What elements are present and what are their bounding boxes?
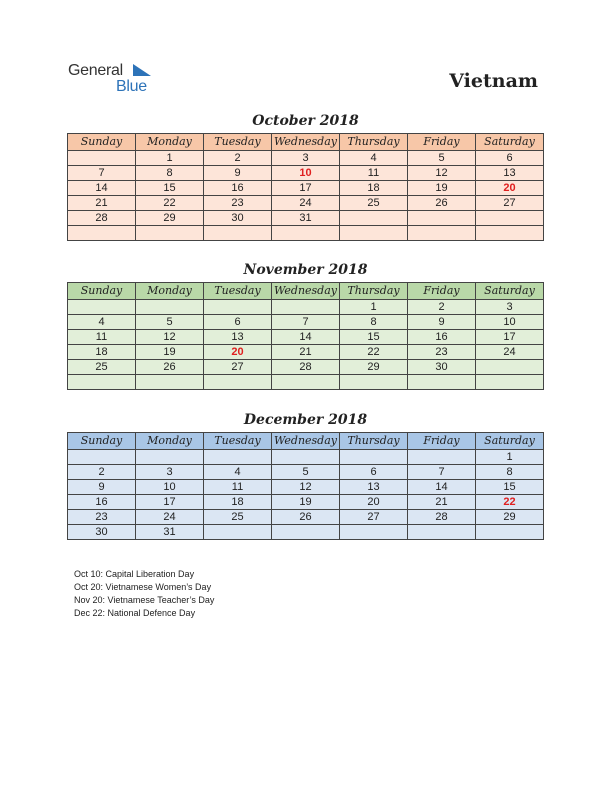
day-cell: 26	[136, 360, 204, 375]
day-cell: 29	[340, 360, 408, 375]
weekday-header: Tuesday	[204, 433, 272, 450]
day-cell	[68, 151, 136, 166]
day-cell: 21	[68, 196, 136, 211]
day-cell: 12	[272, 480, 340, 495]
day-cell: 19	[272, 495, 340, 510]
weekday-header: Friday	[408, 433, 476, 450]
day-cell: 8	[136, 166, 204, 181]
weekday-header: Thursday	[340, 433, 408, 450]
day-cell	[340, 211, 408, 226]
day-cell: 27	[204, 360, 272, 375]
day-cell	[68, 226, 136, 241]
weekday-header: Thursday	[340, 134, 408, 151]
day-cell: 19	[408, 181, 476, 196]
day-cell	[68, 450, 136, 465]
day-cell: 5	[408, 151, 476, 166]
day-cell: 13	[204, 330, 272, 345]
weekday-header-row	[68, 433, 544, 450]
day-cell: 24	[136, 510, 204, 525]
logo-triangle-icon	[133, 64, 153, 78]
day-cell	[476, 375, 544, 390]
day-cell: 18	[204, 495, 272, 510]
country-title: Vietnam	[449, 70, 538, 92]
day-cell: 3	[476, 300, 544, 315]
day-cell: 4	[68, 315, 136, 330]
day-cell: 16	[408, 330, 476, 345]
day-cell	[272, 300, 340, 315]
week-row	[68, 450, 544, 465]
holiday-note: Dec 22: National Defence Day	[74, 608, 196, 618]
day-cell: 12	[408, 166, 476, 181]
day-cell: 18	[68, 345, 136, 360]
day-cell: 2	[204, 151, 272, 166]
day-cell	[408, 450, 476, 465]
day-cell: 30	[408, 360, 476, 375]
day-cell: 11	[204, 480, 272, 495]
week-row	[68, 480, 544, 495]
day-cell: 29	[476, 510, 544, 525]
day-cell: 18	[340, 181, 408, 196]
weekday-header: Monday	[136, 134, 204, 151]
day-cell	[476, 211, 544, 226]
day-cell: 21	[408, 495, 476, 510]
day-cell: 1	[340, 300, 408, 315]
week-row	[68, 360, 544, 375]
holiday-note: Oct 20: Vietnamese Women’s Day	[74, 582, 212, 592]
holiday-note: Nov 20: Vietnamese Teacher’s Day	[74, 595, 215, 605]
day-cell	[272, 375, 340, 390]
weekday-header: Tuesday	[204, 283, 272, 300]
day-cell	[476, 226, 544, 241]
day-cell: 11	[68, 330, 136, 345]
day-cell	[272, 525, 340, 540]
day-cell: 31	[272, 211, 340, 226]
day-cell: 7	[272, 315, 340, 330]
weekday-header: Saturday	[476, 134, 544, 151]
day-cell: 25	[204, 510, 272, 525]
day-cell	[204, 300, 272, 315]
day-cell: 12	[136, 330, 204, 345]
weekday-header: Friday	[408, 283, 476, 300]
day-cell: 5	[136, 315, 204, 330]
day-cell	[136, 226, 204, 241]
week-row	[68, 315, 544, 330]
day-cell: 30	[204, 211, 272, 226]
weekday-header: Tuesday	[204, 134, 272, 151]
weekday-header: Wednesday	[272, 283, 340, 300]
brand-name-blue: Blue	[116, 78, 147, 95]
calendar-november	[67, 282, 544, 390]
day-cell: 7	[68, 166, 136, 181]
day-cell: 4	[204, 465, 272, 480]
day-cell: 23	[204, 196, 272, 211]
day-cell: 28	[408, 510, 476, 525]
day-cell: 17	[136, 495, 204, 510]
weekday-header: Sunday	[68, 433, 136, 450]
day-cell	[136, 375, 204, 390]
day-cell: 17	[272, 181, 340, 196]
day-cell	[340, 450, 408, 465]
weekday-header: Monday	[136, 433, 204, 450]
weekday-header: Monday	[136, 283, 204, 300]
day-cell	[68, 375, 136, 390]
weekday-header: Wednesday	[272, 134, 340, 151]
day-cell	[204, 450, 272, 465]
day-cell: 14	[272, 330, 340, 345]
brand-name-general: General	[68, 62, 123, 79]
weekday-header: Sunday	[68, 134, 136, 151]
holiday-note: Oct 10: Capital Liberation Day	[74, 569, 195, 579]
month-title-december: December 2018	[243, 412, 368, 428]
day-cell	[204, 375, 272, 390]
day-cell: 25	[340, 196, 408, 211]
weekday-header-row	[68, 283, 544, 300]
day-cell	[272, 226, 340, 241]
day-cell: 26	[408, 196, 476, 211]
day-cell: 22	[136, 196, 204, 211]
day-cell: 13	[476, 166, 544, 181]
day-cell	[408, 525, 476, 540]
week-row	[68, 196, 544, 211]
day-cell: 10	[272, 166, 340, 181]
day-cell	[204, 226, 272, 241]
day-cell: 25	[68, 360, 136, 375]
weekday-header: Saturday	[476, 433, 544, 450]
day-cell: 6	[204, 315, 272, 330]
calendar-october	[67, 133, 544, 241]
day-cell: 31	[136, 525, 204, 540]
week-row	[68, 375, 544, 390]
day-cell: 20	[340, 495, 408, 510]
day-cell: 19	[136, 345, 204, 360]
week-row	[68, 226, 544, 241]
day-cell: 7	[408, 465, 476, 480]
day-cell: 15	[340, 330, 408, 345]
week-row	[68, 181, 544, 196]
day-cell	[68, 300, 136, 315]
day-cell	[272, 450, 340, 465]
day-cell: 3	[136, 465, 204, 480]
day-cell	[340, 525, 408, 540]
day-cell: 26	[272, 510, 340, 525]
day-cell: 3	[272, 151, 340, 166]
day-cell: 13	[340, 480, 408, 495]
day-cell: 15	[476, 480, 544, 495]
day-cell: 20	[204, 345, 272, 360]
day-cell: 20	[476, 181, 544, 196]
day-cell: 5	[272, 465, 340, 480]
day-cell	[408, 375, 476, 390]
week-row	[68, 166, 544, 181]
week-row	[68, 525, 544, 540]
day-cell	[340, 226, 408, 241]
day-cell: 11	[340, 166, 408, 181]
day-cell: 14	[68, 181, 136, 196]
day-cell: 24	[476, 345, 544, 360]
day-cell	[136, 300, 204, 315]
day-cell: 2	[408, 300, 476, 315]
week-row	[68, 465, 544, 480]
week-row	[68, 330, 544, 345]
day-cell: 28	[272, 360, 340, 375]
day-cell: 1	[476, 450, 544, 465]
day-cell: 10	[136, 480, 204, 495]
weekday-header: Wednesday	[272, 433, 340, 450]
day-cell: 29	[136, 211, 204, 226]
day-cell: 2	[68, 465, 136, 480]
day-cell	[340, 375, 408, 390]
day-cell: 27	[340, 510, 408, 525]
day-cell	[408, 211, 476, 226]
day-cell: 8	[476, 465, 544, 480]
weekday-header: Friday	[408, 134, 476, 151]
day-cell: 27	[476, 196, 544, 211]
day-cell: 8	[340, 315, 408, 330]
day-cell: 30	[68, 525, 136, 540]
day-cell: 21	[272, 345, 340, 360]
day-cell: 22	[476, 495, 544, 510]
month-title-october: October 2018	[252, 113, 359, 129]
day-cell: 23	[408, 345, 476, 360]
day-cell	[476, 360, 544, 375]
week-row	[68, 300, 544, 315]
week-row	[68, 345, 544, 360]
week-row	[68, 151, 544, 166]
day-cell	[476, 525, 544, 540]
day-cell: 28	[68, 211, 136, 226]
day-cell: 10	[476, 315, 544, 330]
day-cell: 9	[68, 480, 136, 495]
weekday-header-row	[68, 134, 544, 151]
day-cell: 1	[136, 151, 204, 166]
day-cell: 4	[340, 151, 408, 166]
day-cell: 16	[204, 181, 272, 196]
day-cell: 17	[476, 330, 544, 345]
day-cell: 15	[136, 181, 204, 196]
weekday-header: Sunday	[68, 283, 136, 300]
day-cell: 22	[340, 345, 408, 360]
day-cell	[408, 226, 476, 241]
day-cell: 24	[272, 196, 340, 211]
week-row	[68, 211, 544, 226]
calendar-december	[67, 432, 544, 540]
holiday-notes	[74, 568, 214, 620]
brand-logo	[68, 62, 168, 96]
day-cell: 9	[408, 315, 476, 330]
weekday-header: Thursday	[340, 283, 408, 300]
day-cell: 23	[68, 510, 136, 525]
day-cell	[136, 450, 204, 465]
day-cell: 9	[204, 166, 272, 181]
weekday-header: Saturday	[476, 283, 544, 300]
week-row	[68, 495, 544, 510]
day-cell: 6	[340, 465, 408, 480]
month-title-november: November 2018	[243, 262, 368, 278]
week-row	[68, 510, 544, 525]
day-cell: 6	[476, 151, 544, 166]
day-cell	[204, 525, 272, 540]
day-cell: 14	[408, 480, 476, 495]
day-cell: 16	[68, 495, 136, 510]
